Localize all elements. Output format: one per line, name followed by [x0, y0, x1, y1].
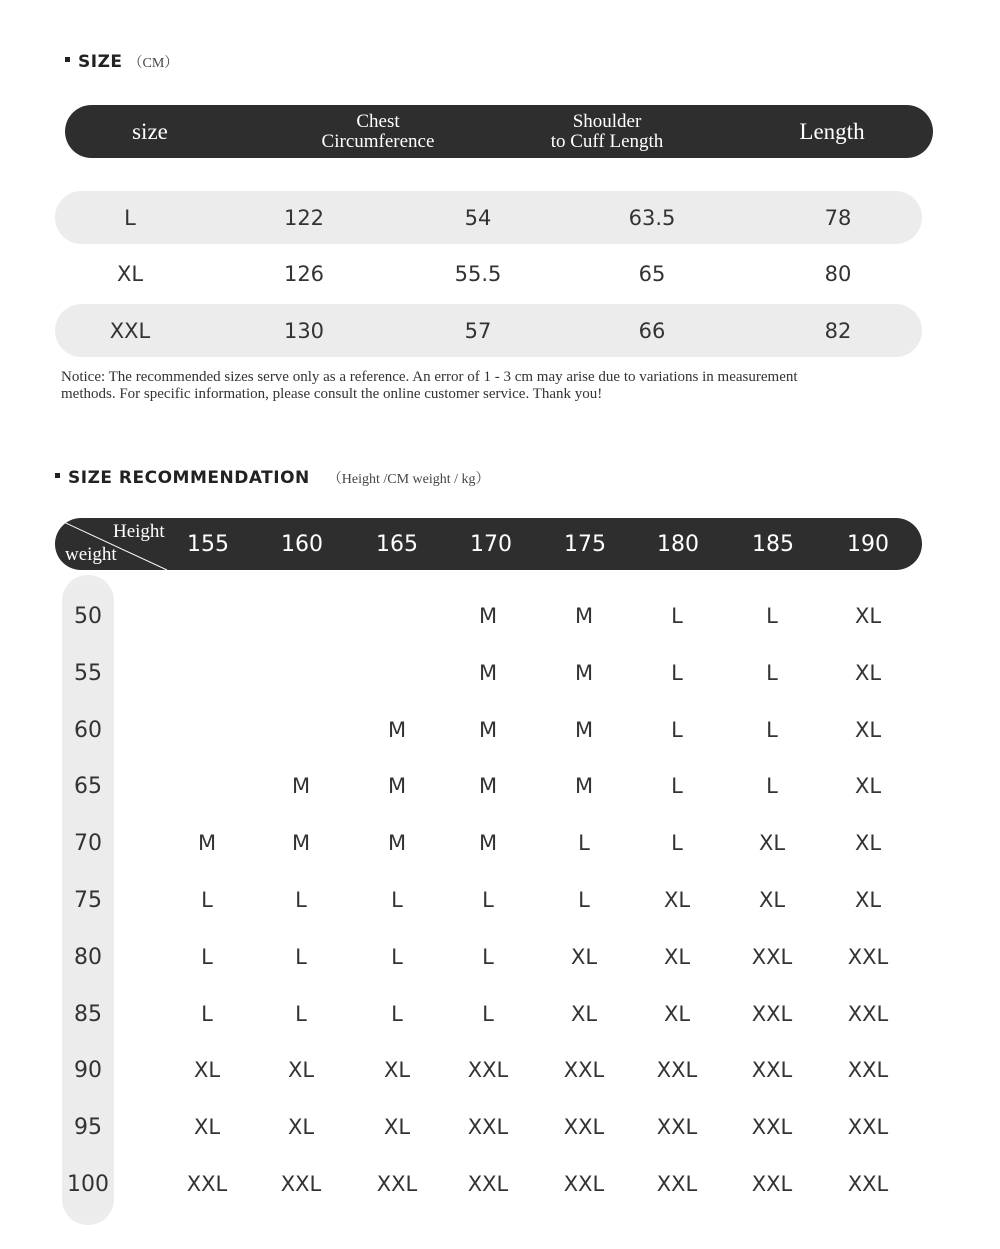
recommendation-cell: M [574, 604, 594, 628]
recommendation-cell: M [478, 661, 498, 685]
header-shoulder [517, 105, 697, 158]
size-title: SIZE [78, 52, 123, 72]
recommendation-unit: （Height /CM weight / kg） [327, 472, 490, 487]
size-cell: 66 [638, 318, 666, 343]
size-cell: 122 [283, 205, 325, 230]
recommendation-cell: XXL [656, 1058, 698, 1082]
recommendation-cell: XL [663, 888, 691, 912]
recommendation-table-header [55, 518, 922, 570]
recommendation-cell: XXL [186, 1172, 228, 1196]
recommendation-cell: XXL [656, 1172, 698, 1196]
recommendation-cell: L [671, 774, 683, 798]
recommendation-cell: XL [383, 1115, 411, 1139]
weight-cell: 100 [67, 1171, 109, 1197]
recommendation-cell: L [671, 718, 683, 742]
recommendation-cell: XXL [751, 1058, 793, 1082]
height-header-cell: 165 [376, 531, 418, 557]
header-size [95, 105, 205, 158]
recommendation-cell: L [482, 888, 494, 912]
size-cell: 54 [464, 205, 492, 230]
size-row [55, 191, 922, 244]
weight-cell: 85 [74, 1001, 102, 1027]
recommendation-title: SIZE RECOMMENDATION [68, 468, 310, 488]
recommendation-cell: XXL [751, 945, 793, 969]
header-chest-line1: Chest [356, 110, 400, 132]
recommendation-cell: L [671, 661, 683, 685]
weight-cell: 75 [74, 887, 102, 913]
recommendation-cell: XL [854, 661, 882, 685]
size-cell: 82 [824, 318, 852, 343]
recommendation-cell [167, 710, 247, 750]
recommendation-cell: L [391, 945, 403, 969]
recommendation-cell: M [291, 831, 311, 855]
recommendation-cell: XXL [656, 1115, 698, 1139]
recommendation-cell: M [387, 718, 407, 742]
recommendation-cell: L [295, 888, 307, 912]
recommendation-cell: XXL [751, 1115, 793, 1139]
height-header-cell: 175 [564, 531, 606, 557]
recommendation-cell: XL [663, 945, 691, 969]
recommendation-cell [357, 653, 437, 693]
size-row [55, 247, 922, 300]
recommendation-cell: L [671, 604, 683, 628]
recommendation-cell: L [766, 718, 778, 742]
recommendation-cell: XL [570, 945, 598, 969]
heading-bullet [65, 57, 70, 62]
recommendation-cell: M [478, 831, 498, 855]
recommendation-cell: XL [854, 604, 882, 628]
size-table-header [65, 105, 933, 158]
recommendation-cell: M [478, 718, 498, 742]
recommendation-cell: L [295, 1002, 307, 1026]
recommendation-cell [261, 710, 341, 750]
notice-line-2: methods. For specific information, please consult the online customer service. Thank you! [61, 386, 603, 402]
recommendation-cell: XXL [847, 1115, 889, 1139]
recommendation-cell: L [391, 1002, 403, 1026]
recommendation-cell: XXL [751, 1172, 793, 1196]
weight-cell: 60 [74, 717, 102, 743]
header-size-line: size [132, 118, 168, 144]
recommendation-cell: XL [570, 1002, 598, 1026]
header-shoulder-line2: to Cuff Length [550, 130, 664, 152]
height-header-cell: 185 [752, 531, 794, 557]
recommendation-cell: XXL [467, 1115, 509, 1139]
recommendation-cell: L [671, 831, 683, 855]
header-chest [288, 105, 468, 158]
recommendation-cell: XXL [847, 1058, 889, 1082]
header-shoulder-line1: Shoulder [572, 110, 642, 132]
recommendation-cell: XXL [847, 1172, 889, 1196]
recommendation-cell: M [574, 718, 594, 742]
size-cell: 55.5 [454, 261, 502, 286]
recommendation-cell: XL [287, 1058, 315, 1082]
height-header-cell: 180 [657, 531, 699, 557]
heading-bullet [55, 473, 60, 478]
recommendation-cell: L [766, 604, 778, 628]
size-cell: L [124, 205, 136, 230]
height-header-cell: 190 [847, 531, 889, 557]
recommendation-cell: XL [758, 888, 786, 912]
recommendation-cell: XL [193, 1115, 221, 1139]
size-cell: 80 [824, 261, 852, 286]
recommendation-cell: XL [383, 1058, 411, 1082]
size-cell: 57 [464, 318, 492, 343]
recommendation-cell [261, 596, 341, 636]
recommendation-cell: M [387, 774, 407, 798]
recommendation-cell: M [478, 604, 498, 628]
recommendation-cell: M [387, 831, 407, 855]
header-length [772, 105, 892, 158]
weight-cell: 55 [74, 660, 102, 686]
recommendation-cell: XL [287, 1115, 315, 1139]
weight-cell: 80 [74, 944, 102, 970]
notice-line-1: Notice: The recommended sizes serve only as a reference. An error of 1 - 3 cm may arise due to variations in measurement [61, 369, 798, 385]
recommendation-cell: L [391, 888, 403, 912]
recommendation-cell [167, 766, 247, 806]
header-length-line: Length [799, 118, 865, 144]
recommendation-cell: XL [193, 1058, 221, 1082]
corner-cell [55, 518, 185, 570]
size-unit: （CM） [128, 56, 179, 71]
recommendation-cell: L [482, 945, 494, 969]
weight-cell: 70 [74, 830, 102, 856]
recommendation-cell [261, 653, 341, 693]
recommendation-cell: L [766, 661, 778, 685]
recommendation-cell: L [201, 888, 213, 912]
size-notice [61, 369, 941, 403]
recommendation-cell: XL [854, 831, 882, 855]
recommendation-cell: L [482, 1002, 494, 1026]
weight-cell: 50 [74, 603, 102, 629]
recommendation-cell: L [766, 774, 778, 798]
recommendation-cell: M [291, 774, 311, 798]
recommendation-cell [167, 596, 247, 636]
size-cell: XXL [109, 318, 151, 343]
recommendation-cell: XXL [376, 1172, 418, 1196]
corner-weight-label: weight [65, 544, 117, 565]
recommendation-cell: XL [854, 718, 882, 742]
size-section-heading [65, 52, 178, 72]
height-header-cell: 170 [470, 531, 512, 557]
recommendation-section-heading [55, 468, 490, 488]
size-row [55, 304, 922, 357]
size-cell: 63.5 [628, 205, 676, 230]
recommendation-cell: XL [854, 774, 882, 798]
recommendation-cell [167, 653, 247, 693]
recommendation-cell: M [478, 774, 498, 798]
weight-cell: 90 [74, 1057, 102, 1083]
recommendation-cell: M [574, 774, 594, 798]
recommendation-cell: XXL [563, 1058, 605, 1082]
recommendation-cell: XXL [751, 1002, 793, 1026]
recommendation-cell: L [578, 831, 590, 855]
recommendation-cell: XL [663, 1002, 691, 1026]
size-cell: 130 [283, 318, 325, 343]
recommendation-cell: XL [854, 888, 882, 912]
recommendation-cell: XXL [847, 1002, 889, 1026]
size-cell: 65 [638, 261, 666, 286]
recommendation-cell: XXL [467, 1058, 509, 1082]
height-header-cell: 155 [187, 531, 229, 557]
recommendation-cell: XL [758, 831, 786, 855]
recommendation-cell: M [574, 661, 594, 685]
recommendation-cell: XXL [467, 1172, 509, 1196]
recommendation-cell: L [201, 1002, 213, 1026]
weight-cell: 95 [74, 1114, 102, 1140]
size-cell: XL [116, 261, 144, 286]
size-cell: 126 [283, 261, 325, 286]
header-chest-line2: Circumference [321, 130, 435, 152]
corner-height-label: Height [113, 521, 165, 542]
recommendation-cell: M [197, 831, 217, 855]
height-header-cell: 160 [281, 531, 323, 557]
recommendation-cell: XXL [563, 1115, 605, 1139]
recommendation-cell [357, 596, 437, 636]
recommendation-cell: L [201, 945, 213, 969]
recommendation-cell: XXL [847, 945, 889, 969]
recommendation-cell: L [578, 888, 590, 912]
recommendation-cell: L [295, 945, 307, 969]
recommendation-cell: XXL [563, 1172, 605, 1196]
recommendation-cell: XXL [280, 1172, 322, 1196]
weight-cell: 65 [74, 773, 102, 799]
size-cell: 78 [824, 205, 852, 230]
